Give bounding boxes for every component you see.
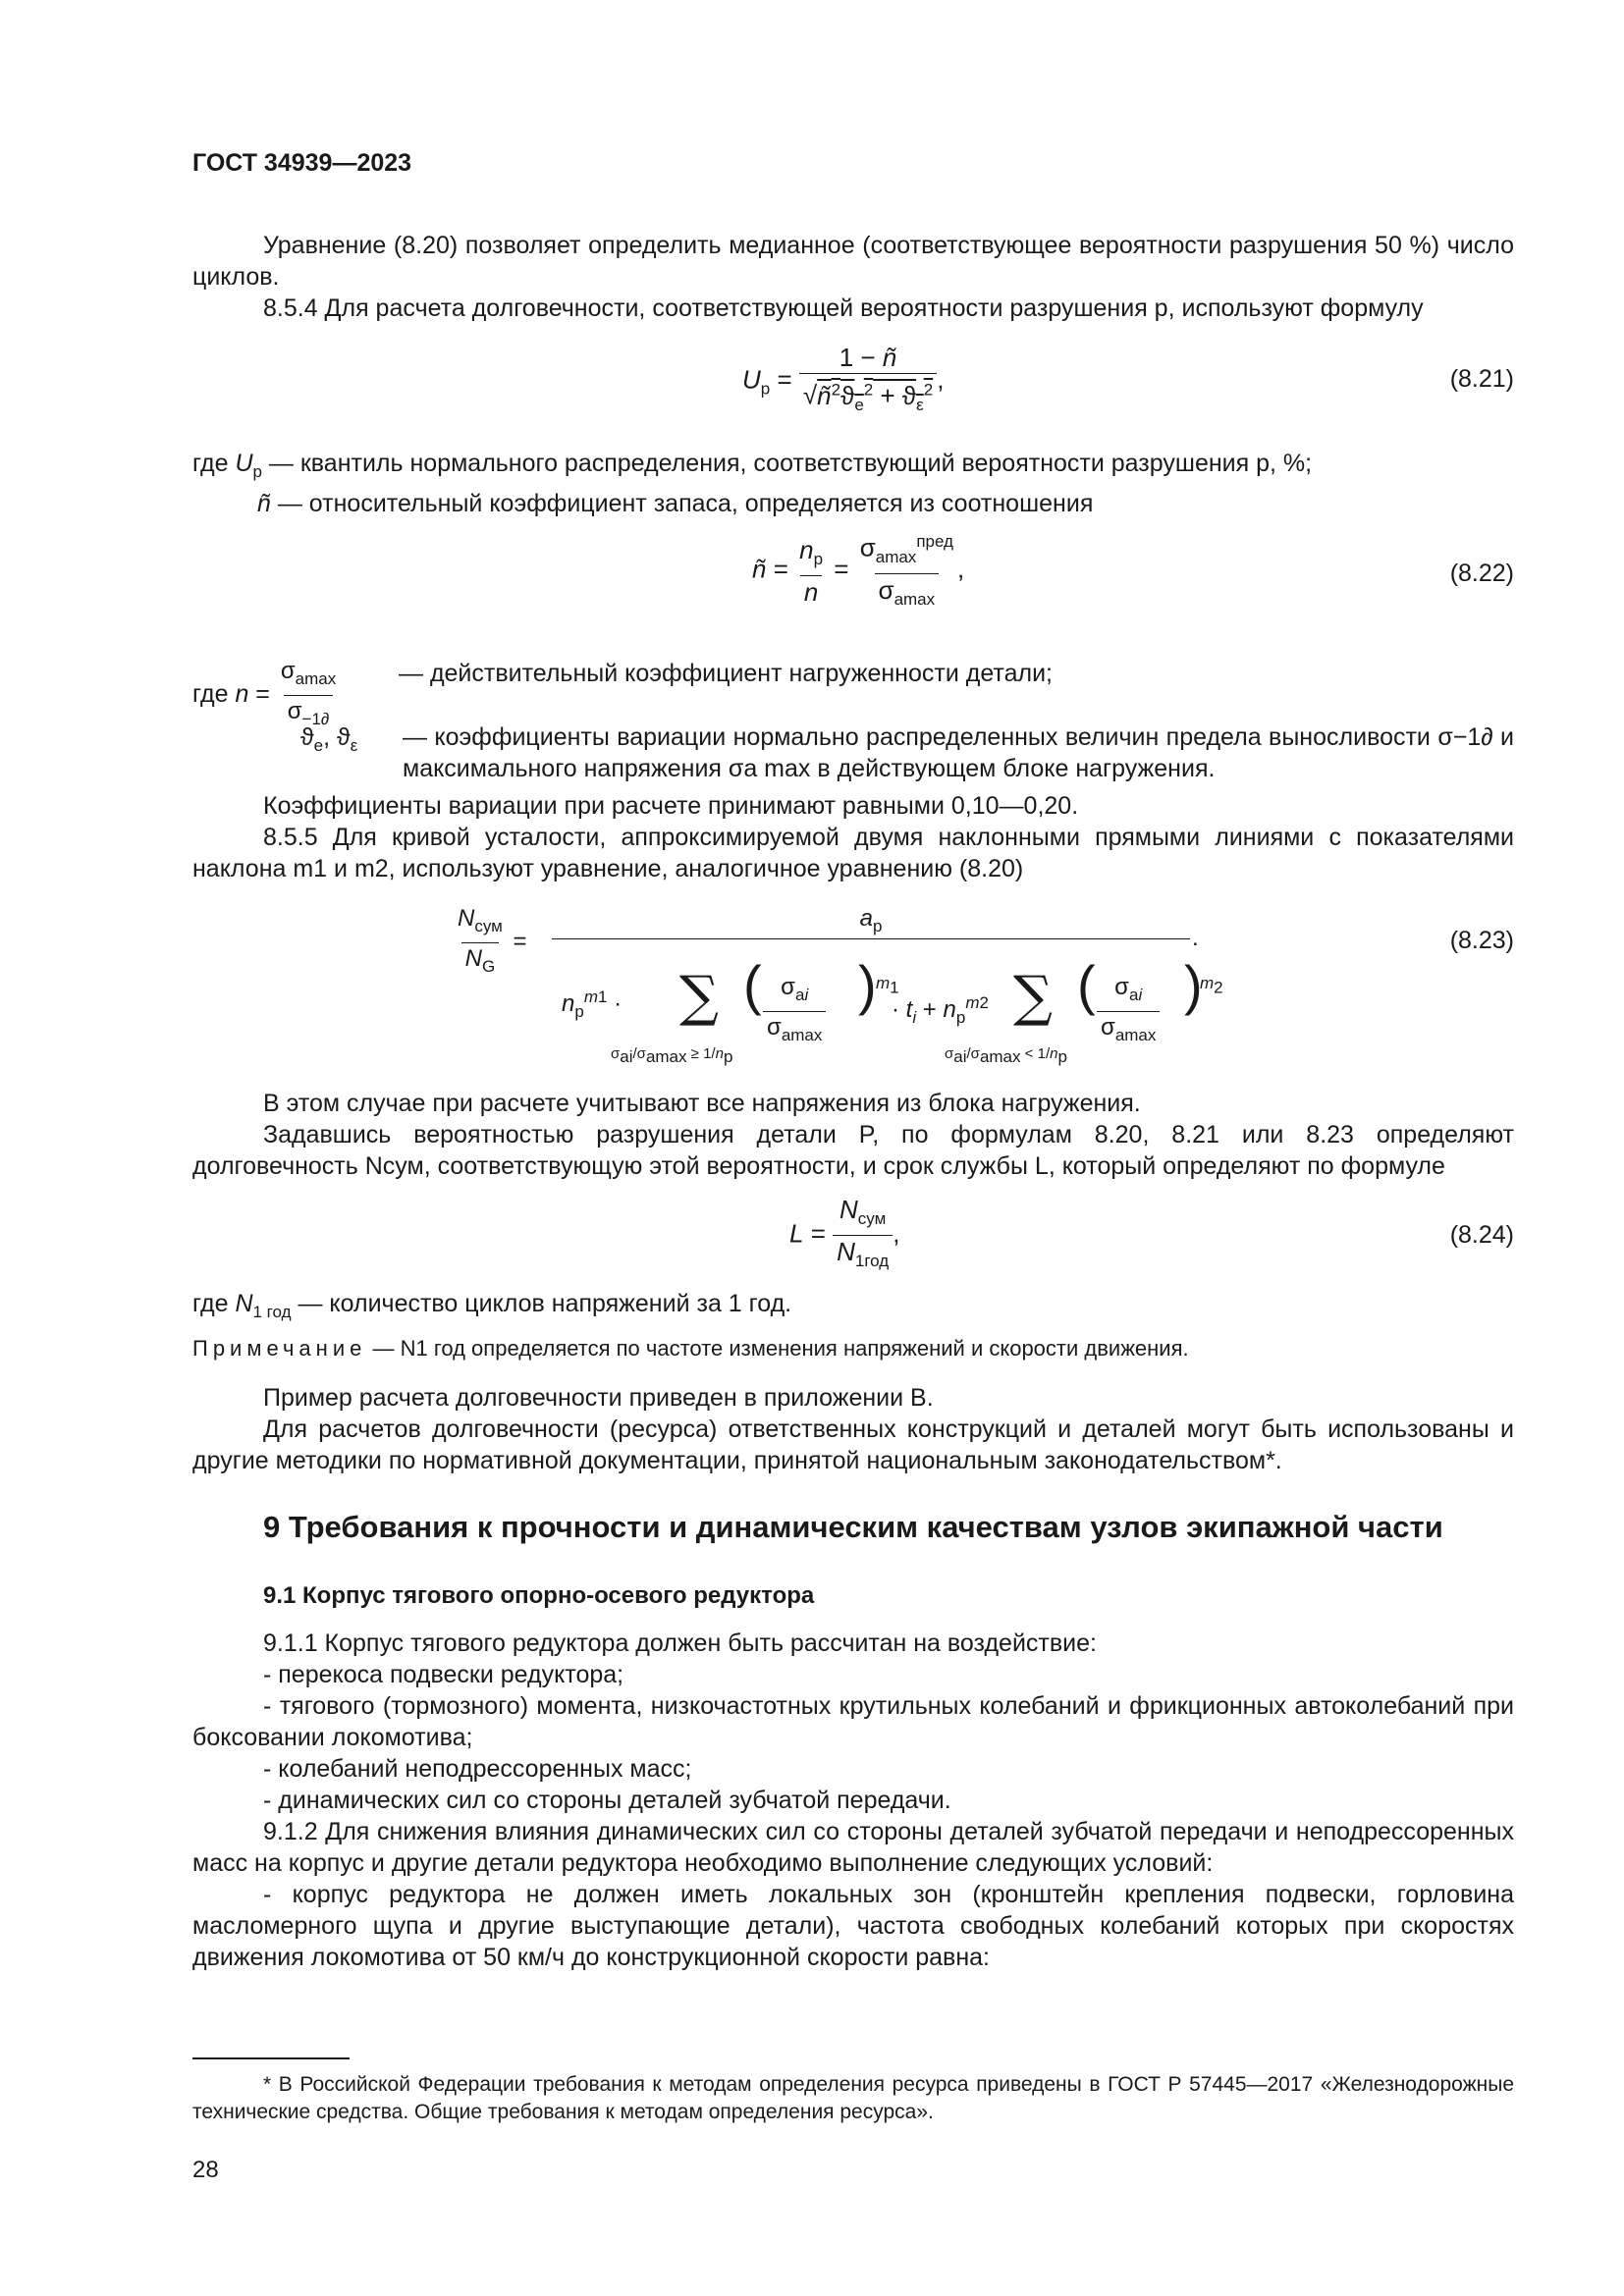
paragraph: Задавшись вероятностью разрушения детали P, по формулам 8.20, 8.21 или 8.23 определяют долговечность Nсум, соответствующую этой вероятности, и срок службы L, который определяют по формуле — [192, 1121, 1514, 1180]
list-item: - динамических сил со стороны деталей зубчатой передачи. — [263, 1787, 951, 1814]
equation-number: (8.24) — [1449, 1221, 1514, 1249]
paragraph: Коэффициенты вариации при расчете принимают равными 0,10—0,20. — [263, 792, 1079, 820]
equation-number: (8.23) — [1449, 927, 1514, 954]
footnote-rule — [192, 2057, 350, 2059]
where-definition: — коэффициенты вариации нормально распределенных величин предела выносливости σ−1∂ и максимального напряжения σa max в действующем блоке нагружения. — [403, 723, 1514, 782]
document-header: ГОСТ 34939—2023 — [192, 149, 412, 177]
paragraph: 9.1.1 Корпус тягового редуктора должен быть рассчитан на воздействие: — [263, 1629, 1097, 1657]
equation-8-24: L = $\frac{N_{сум}}{N_{1год}}$ , (8.24) — [192, 1190, 1514, 1280]
section-heading: 9 Требования к прочности и динамическим качествам узлов экипажной части — [263, 1510, 1443, 1544]
paragraph: Уравнение (8.20) позволяет определить медианное (соответствующее вероятности разрушения 50 %) число циклов. — [192, 232, 1514, 291]
where-definition: где $N_{1 год}$ — количество циклов напряжений за 1 год. — [192, 1290, 792, 1321]
list-item: - колебаний неподрессоренных масс; — [263, 1755, 692, 1783]
where-definition: где $U_р$ — квантиль нормального распределения, соответствующий вероятности разрушения p, %; — [192, 450, 1313, 481]
paragraph: 8.5.4 Для расчета долговечности, соответствующей вероятности разрушения p, используют формулу — [263, 294, 1424, 322]
paragraph: 8.5.5 Для кривой усталости, аппроксимируемой двумя наклонными прямыми линиями с показателями наклона m1 и m2, используют уравнение, аналогичное уравнению (8.20) — [192, 824, 1514, 882]
page-number: 28 — [192, 2157, 219, 2183]
paragraph: Для расчетов долговечности (ресурса) ответственных конструкций и деталей могут быть использованы и другие методики по нормативной документации, принятой национальным законодательством*. — [192, 1415, 1514, 1474]
list-item: - корпус редуктора не должен иметь локальных зон (кронштейн крепления подвески, горловина масломерного щупа и другие выступающие детали), частота свободных колебаний которых при скоростях движения локомотива от 50 км/ч до конструкционной скорости равна: — [192, 1881, 1514, 1971]
where-definition: где n = $\frac{\sigma_{amax}}{\sigma_{-1\partial}}$ — [192, 656, 340, 735]
where-definition: — действительный коэффициент нагруженности детали; — [399, 660, 1053, 687]
paragraph: В этом случае при расчете учитывают все напряжения из блока нагружения. — [263, 1090, 1141, 1117]
list-item: - тягового (тормозного) момента, низкочастотных крутильных колебаний и фрикционных автоколебаний при боксовании локомотива; — [192, 1692, 1514, 1751]
equation-number: (8.21) — [1449, 365, 1514, 393]
equation-8-22: ñ = $\frac{n_р}{n}$ = $\frac{\sigma_{amax}^{пред}}{\sigma_{amax}}$ , (8.22) — [192, 518, 1514, 616]
equation-8-21: $U_р$ = $\frac{1 - ñ}{√ñ^2ϑ_e^2 + ϑ_\varepsilon^2}$ , (8.21) — [192, 334, 1514, 442]
paragraph: 9.1.2 Для снижения влияния динамических сил со стороны деталей зубчатой передачи и неподрессоренных масс на корпус и другие детали редуктора необходимо выполнение следующих условий: — [192, 1818, 1514, 1877]
equation-8-23: $\frac{N_{сум}}{N_G}$ = $a_р$ . $n_р^{m1}$ · ∑ $\sigma_{ai}/\sigma_{amax} \ge 1/n_р$ ( $\sigma_{ai}$ $\sigma_{amax}$ ) $m_1$ · $t_i + n_р^{m2}$ ∑ $\sigma_{ai}/\sigma_{amax} < 1/n_р$ ( $\sigma_{ai}$ $\sigma_{amax}$ ) $m_2$ (8.23) — [458, 905, 1514, 1066]
footnote: * В Российской Федерации требования к методам определения ресурса приведены в ГОСТ Р 57445—2017 «Железнодорожные технические средства. Общие требования к методам определения ресурса». — [192, 2073, 1514, 2123]
paragraph: Пример расчета долговечности приведен в приложении В. — [263, 1384, 934, 1412]
subsection-heading: 9.1 Корпус тягового опорно-осевого редуктора — [263, 1582, 815, 1609]
list-item: - перекоса подвески редуктора; — [263, 1661, 624, 1688]
equation-number: (8.22) — [1449, 560, 1514, 587]
note: Примечание — N1 год определяется по частоте изменения напряжений и скорости движения. — [192, 1336, 1189, 1361]
where-definition: ñ — относительный коэффициент запаса, определяется из соотношения — [257, 490, 1094, 517]
